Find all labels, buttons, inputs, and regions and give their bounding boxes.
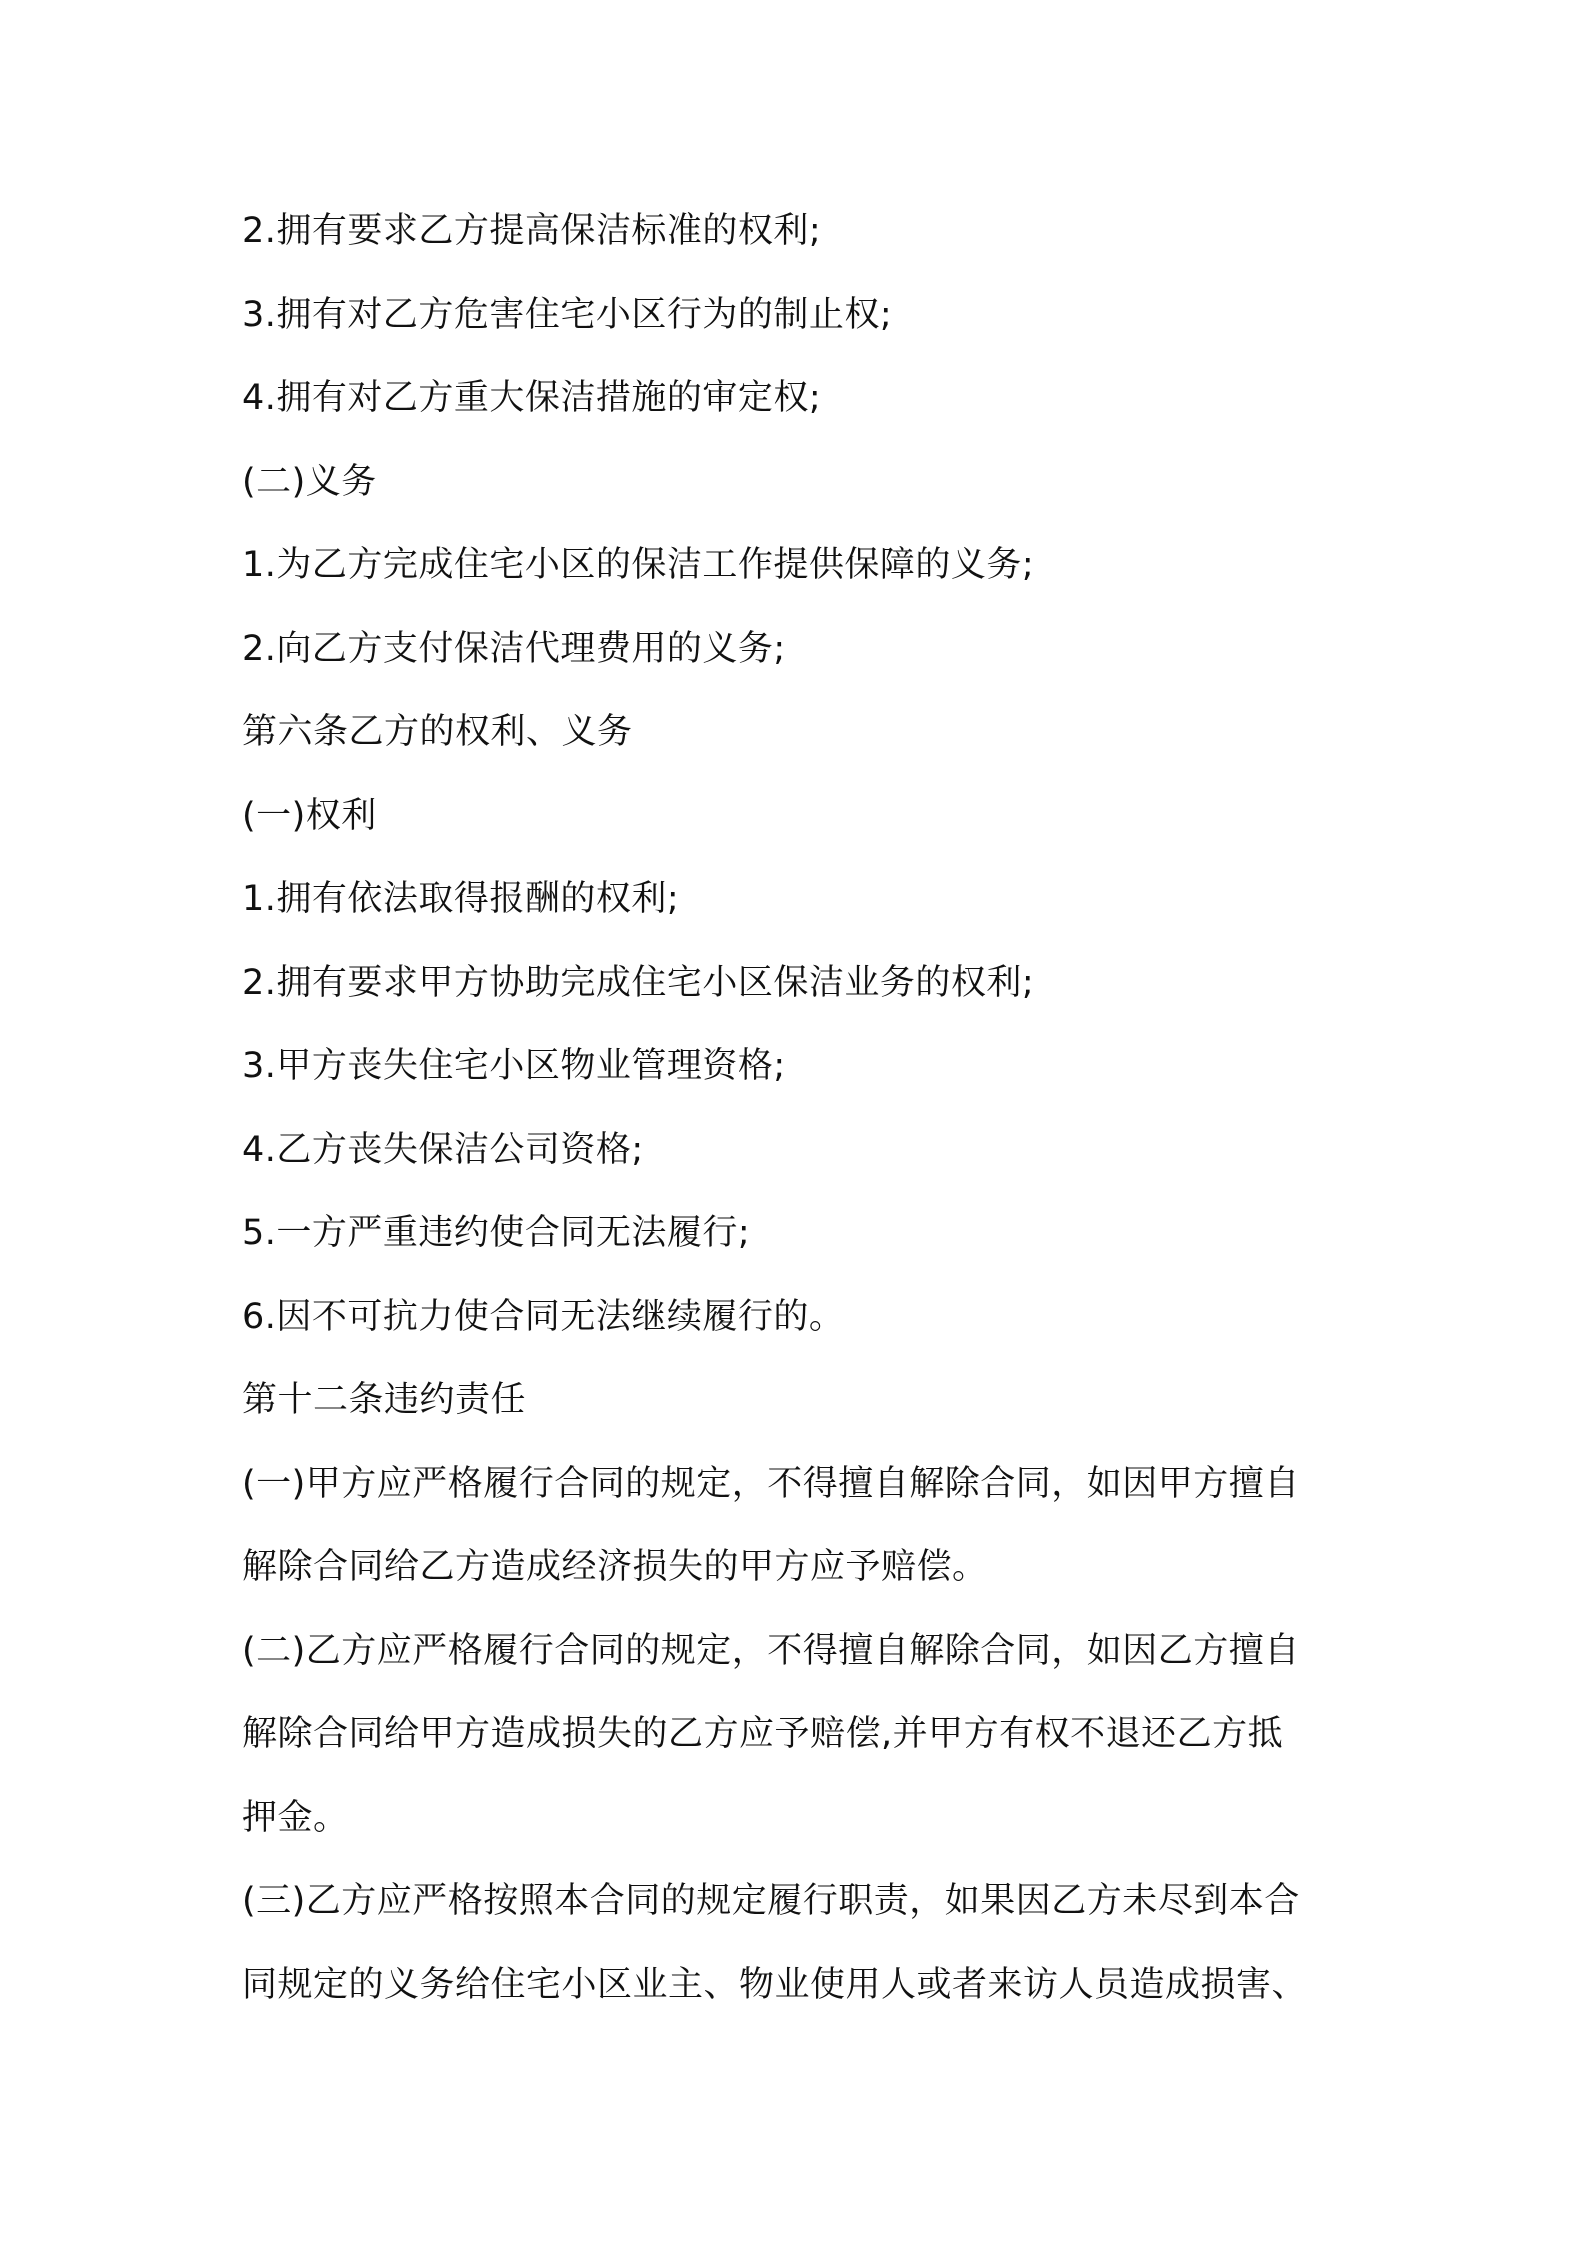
section-heading: (一)权利 bbox=[242, 795, 377, 836]
text-line: 3.拥有对乙方危害住宅小区行为的制止权; bbox=[242, 294, 893, 335]
text-line: 4.拥有对乙方重大保洁措施的审定权; bbox=[242, 378, 822, 418]
text-line: 2.拥有要求甲方协助完成住宅小区保洁业务的权利; bbox=[242, 962, 1035, 1003]
text-line: 3.甲方丧失住宅小区物业管理资格; bbox=[242, 1046, 786, 1086]
text-line: 1.为乙方完成住宅小区的保洁工作提供保障的义务; bbox=[242, 545, 1035, 585]
document-body bbox=[242, 190, 1362, 2027]
paragraph-line: (一)甲方应严格履行合同的规定，不得擅自解除合同，如因甲方擅自 bbox=[242, 1463, 1300, 1504]
section-heading: (二)义务 bbox=[242, 461, 377, 502]
text-line: 6.因不可抗力使合同无法继续履行的。 bbox=[242, 1296, 845, 1337]
text-line: 4.乙方丧失保洁公司资格; bbox=[242, 1129, 644, 1170]
paragraph-line: (三)乙方应严格按照本合同的规定履行职责，如果因乙方未尽到本合 bbox=[242, 1881, 1300, 1921]
text-line: 1.拥有依法取得报酬的权利; bbox=[242, 879, 680, 919]
paragraph-line: 解除合同给乙方造成经济损失的甲方应予赔偿。 bbox=[242, 1547, 988, 1587]
paragraph-line: 同规定的义务给住宅小区业主、物业使用人或者来访人员造成损害、 bbox=[242, 1964, 1308, 2005]
article-heading: 第六条乙方的权利、义务 bbox=[242, 712, 633, 752]
text-line: 2.向乙方支付保洁代理费用的义务; bbox=[242, 628, 786, 669]
article-heading: 第十二条违约责任 bbox=[242, 1380, 527, 1420]
text-line: 5.一方严重违约使合同无法履行; bbox=[242, 1213, 751, 1253]
text-line: 2.拥有要求乙方提高保洁标准的权利; bbox=[242, 211, 822, 251]
paragraph-line: (二)乙方应严格履行合同的规定，不得擅自解除合同，如因乙方擅自 bbox=[242, 1630, 1300, 1671]
paragraph-line: 解除合同给甲方造成损失的乙方应予赔偿,并甲方有权不退还乙方抵 bbox=[242, 1714, 1284, 1754]
paragraph-line: 押金。 bbox=[242, 1797, 349, 1838]
